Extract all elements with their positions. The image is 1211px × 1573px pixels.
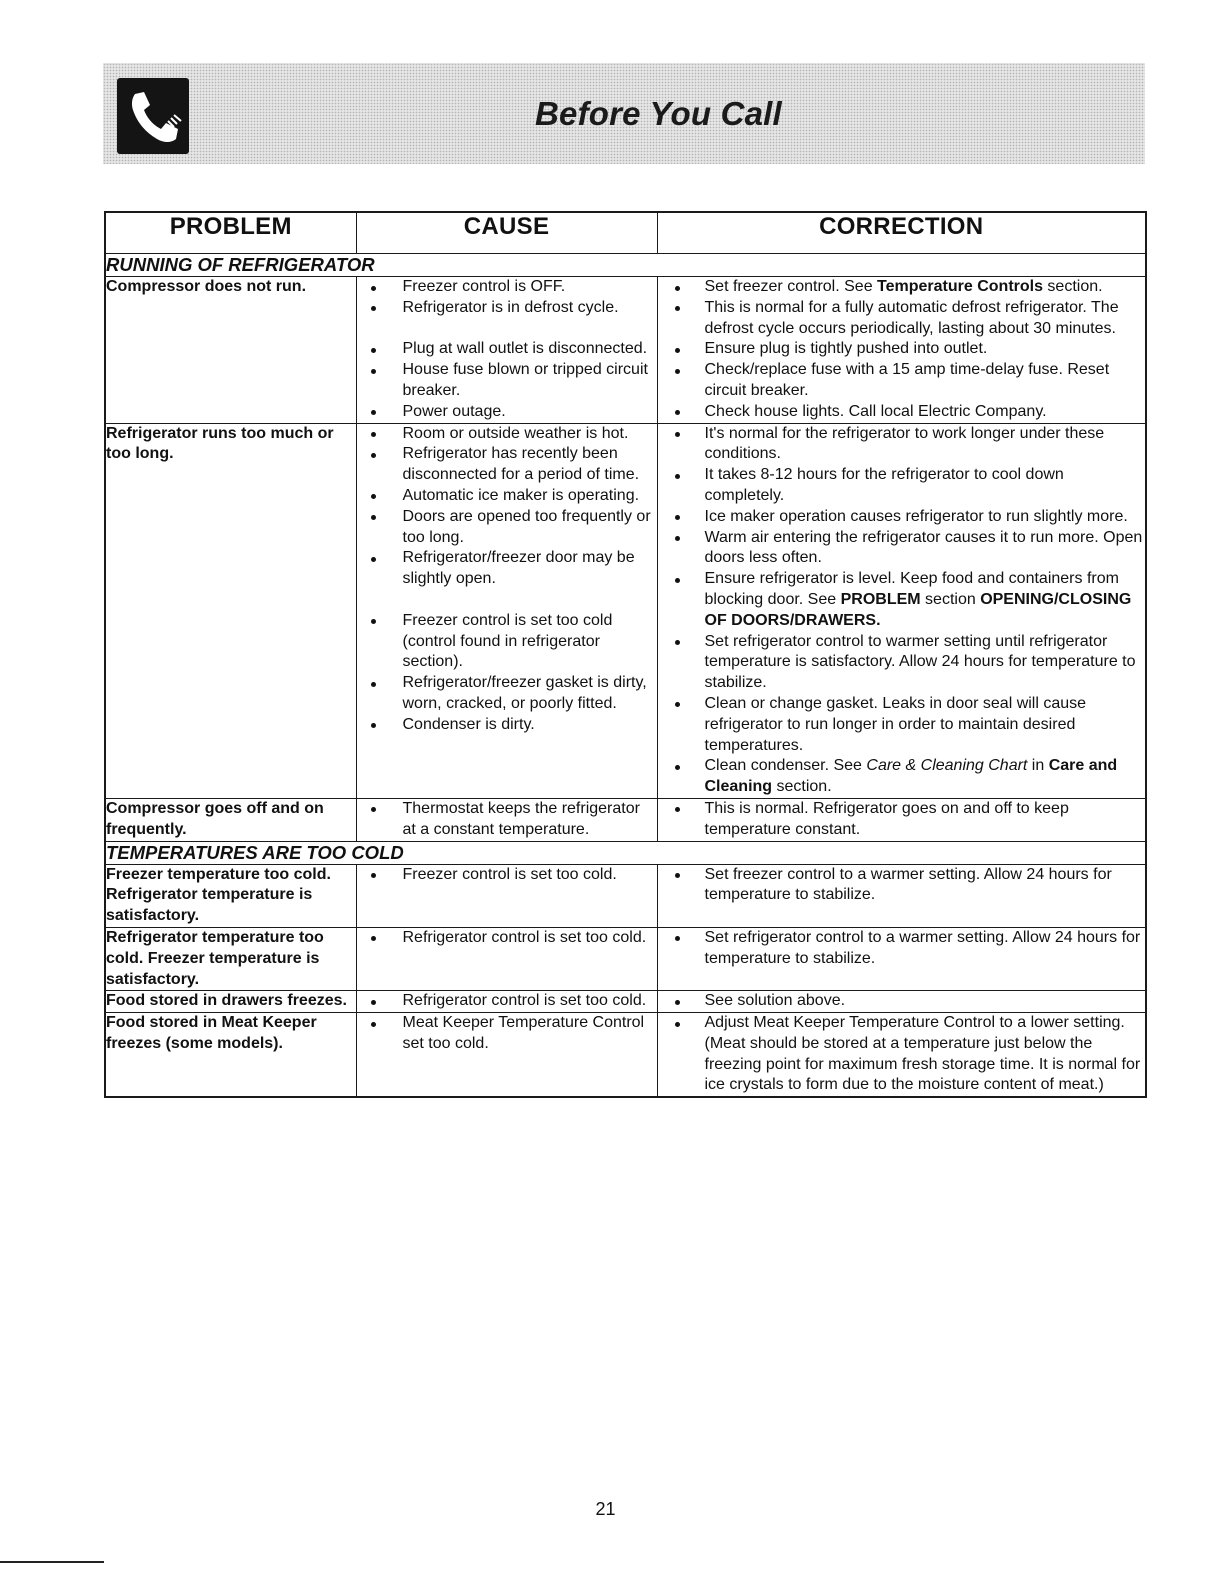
problem-cell: Food stored in Meat Keeper freezes (some models). xyxy=(105,1013,356,1098)
correction-item xyxy=(658,756,1146,798)
column-header-correction: CORRECTION xyxy=(657,212,1146,254)
correction-item: Set freezer control to a warmer setting. Allow 24 hours for temperature to stabilize. xyxy=(658,865,1146,907)
cause-cell xyxy=(356,927,657,990)
cause-item: Plug at wall outlet is disconnected. xyxy=(357,339,657,360)
correction-item: Set refrigerator control to warmer setting until refrigerator temperature is satisfactory. Allow 24 hours for temperature to stabilize. xyxy=(658,632,1146,694)
text-run: in xyxy=(1027,757,1049,775)
footer-rule xyxy=(0,1561,104,1563)
table-body xyxy=(105,254,1146,1098)
cause-item: House fuse blown or tripped circuit breaker. xyxy=(357,360,657,402)
problem-cell: Freezer temperature too cold. Refrigerator temperature is satisfactory. xyxy=(105,864,356,927)
correction-item: This is normal for a fully automatic defrost refrigerator. The defrost cycle occurs periodically, lasting about 30 minutes. xyxy=(658,298,1146,340)
table-row xyxy=(105,927,1146,990)
cause-item: Freezer control is set too cold. xyxy=(357,865,657,886)
text-run: section xyxy=(920,590,981,608)
correction-item: It takes 8-12 hours for the refrigerator to cool down completely. xyxy=(658,465,1146,507)
page-header xyxy=(103,63,1145,164)
correction-item: Clean or change gasket. Leaks in door seal will cause refrigerator to run longer in order to maintain desired temperatures. xyxy=(658,694,1146,756)
cause-cell xyxy=(356,798,657,841)
correction-item: It's normal for the refrigerator to work longer under these conditions. xyxy=(658,424,1146,466)
section-heading: RUNNING OF REFRIGERATOR xyxy=(105,254,1146,277)
table-row xyxy=(105,798,1146,841)
cause-item: Refrigerator is in defrost cycle. xyxy=(357,298,657,319)
text-run: Ensure refrigerator is level. Keep food and containers from blocking door. See xyxy=(704,570,1119,608)
column-header-problem: PROBLEM xyxy=(105,212,356,254)
text-run: Clean condenser. See xyxy=(704,757,867,775)
problem-cell: Compressor goes off and on frequently. xyxy=(105,798,356,841)
cause-item: Power outage. xyxy=(357,402,657,423)
cause-item: Automatic ice maker is operating. xyxy=(357,486,657,507)
cause-item: Refrigerator has recently been disconnected for a period of time. xyxy=(357,444,657,486)
table-row xyxy=(105,1013,1146,1098)
page-title: Before You Call xyxy=(535,95,782,132)
correction-item xyxy=(658,277,1146,298)
correction-item: Check house lights. Call local Electric Company. xyxy=(658,402,1146,423)
cause-item: Refrigerator control is set too cold. xyxy=(357,928,657,949)
cause-item: Refrigerator/freezer gasket is dirty, worn, cracked, or poorly fitted. xyxy=(357,673,657,715)
correction-item: Set refrigerator control to a warmer setting. Allow 24 hours for temperature to stabilize. xyxy=(658,928,1146,970)
cause-cell xyxy=(356,277,657,424)
correction-cell xyxy=(657,991,1146,1013)
correction-item: Ensure plug is tightly pushed into outlet. xyxy=(658,339,1146,360)
text-run: Set freezer control. See xyxy=(704,278,878,295)
problem-cell: Compressor does not run. xyxy=(105,277,356,424)
cause-item: Condenser is dirty. xyxy=(357,715,657,736)
table-row xyxy=(105,277,1146,424)
problem-cell: Refrigerator runs too much or too long. xyxy=(105,423,356,798)
cause-item: Room or outside weather is hot. xyxy=(357,424,657,445)
bold-run: Care and Cleaning xyxy=(704,757,1118,796)
correction-item: This is normal. Refrigerator goes on and off to keep temperature constant. xyxy=(658,799,1146,841)
table-row xyxy=(105,864,1146,927)
correction-cell xyxy=(657,1013,1146,1098)
cause-item: Freezer control is set too cold (control found in refrigerator section). xyxy=(357,611,657,673)
text-run: section. xyxy=(1042,278,1103,295)
cause-item: Freezer control is OFF. xyxy=(357,277,657,298)
correction-cell xyxy=(657,277,1146,424)
text-run: section. xyxy=(772,778,832,796)
correction-item: Adjust Meat Keeper Temperature Control to a lower setting. (Meat should be stored at a temperature just below the freezing point for maximum fresh storage time. It is normal for ice crystals to form due to the moisture content of meat.) xyxy=(658,1013,1146,1096)
cause-cell xyxy=(356,864,657,927)
italic-run: Care & Cleaning Chart xyxy=(866,757,1028,775)
bold-run: Temperature Controls xyxy=(877,278,1043,295)
correction-item: Ice maker operation causes refrigerator to run slightly more. xyxy=(658,507,1146,528)
correction-cell xyxy=(657,798,1146,841)
correction-item xyxy=(658,569,1146,631)
problem-cell: Food stored in drawers freezes. xyxy=(105,991,356,1013)
column-header-cause: CAUSE xyxy=(356,212,657,254)
correction-item: See solution above. xyxy=(658,991,1146,1012)
cause-item: Refrigerator control is set too cold. xyxy=(357,991,657,1012)
cause-item: Thermostat keeps the refrigerator at a constant temperature. xyxy=(357,799,657,841)
phone-icon xyxy=(117,78,189,154)
section-heading: TEMPERATURES ARE TOO COLD xyxy=(105,841,1146,864)
bold-run: OPENING/CLOSING OF DOORS/DRAWERS. xyxy=(704,590,1132,629)
problem-cell: Refrigerator temperature too cold. Freezer temperature is satisfactory. xyxy=(105,927,356,990)
cause-cell xyxy=(356,991,657,1013)
cause-item: Meat Keeper Temperature Control set too cold. xyxy=(357,1013,657,1055)
correction-item: Check/replace fuse with a 15 amp time-delay fuse. Reset circuit breaker. xyxy=(658,360,1146,402)
cause-cell xyxy=(356,423,657,798)
cause-cell xyxy=(356,1013,657,1098)
correction-cell xyxy=(657,927,1146,990)
table-row xyxy=(105,423,1146,798)
correction-cell xyxy=(657,423,1146,798)
correction-cell xyxy=(657,864,1146,927)
cause-item: Doors are opened too frequently or too long. xyxy=(357,507,657,549)
page-number: 21 xyxy=(595,1499,616,1519)
table-row xyxy=(105,991,1146,1013)
cause-item: Refrigerator/freezer door may be slightly open. xyxy=(357,548,657,590)
correction-item: Warm air entering the refrigerator causes it to run more. Open doors less often. xyxy=(658,528,1146,570)
bold-run: PROBLEM xyxy=(840,590,921,608)
troubleshooting-table xyxy=(104,211,1147,1098)
